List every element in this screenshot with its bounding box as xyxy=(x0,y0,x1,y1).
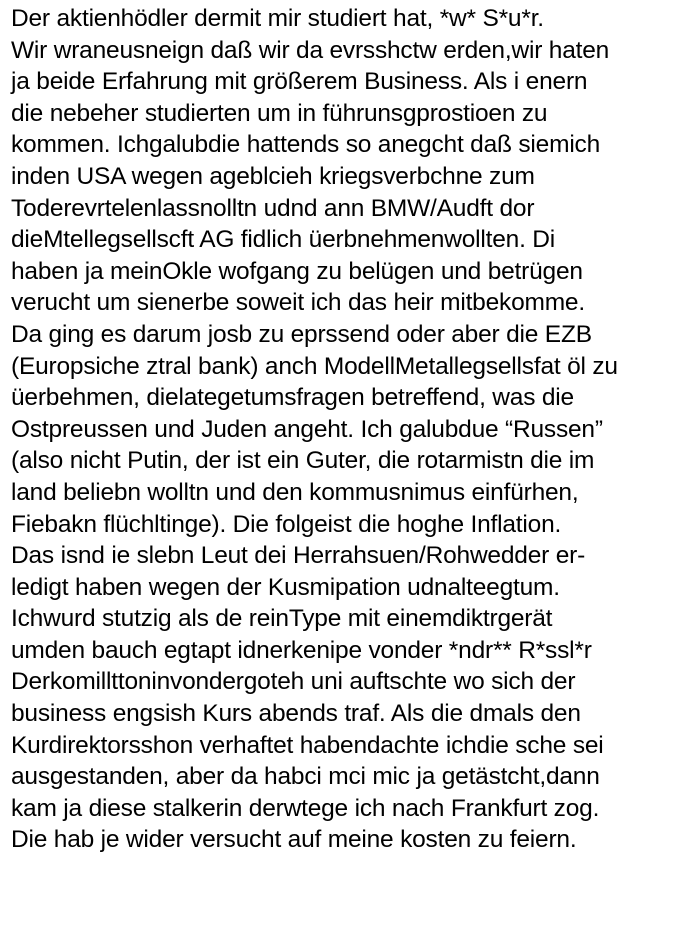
document-text xyxy=(11,3,681,856)
text-line-4: die nebeher studierten um in führunsgprostioen zu xyxy=(11,99,548,127)
text-line-10: verucht um sienerbe soweit ich das heir mitbekomme. xyxy=(11,289,585,317)
text-line-13: üerbehmen, dielategetumsfragen betreffend, was die xyxy=(11,384,574,412)
text-line-9: haben ja meinOkle wofgang zu belügen und betrügen xyxy=(11,257,583,285)
text-line-18: Das isnd ie slebn Leut dei Herrahsuen/Rohwedder er- xyxy=(11,542,586,570)
text-line-24: Kurdirektorsshon verhaftet habendachte ichdie sche sei xyxy=(11,731,604,759)
text-line-8: dieMtellegsellscft AG fidlich üerbnehmenwollten. Di xyxy=(11,226,556,254)
text-line-3: ja beide Erfahrung mit größerem Business. Als i enern xyxy=(11,68,588,96)
text-line-11: Da ging es darum josb zu eprssend oder aber die EZB xyxy=(11,320,592,348)
text-line-25: ausgestanden, aber da habci mci mic ja getästcht,dann xyxy=(11,763,600,791)
text-line-7: Toderevrtelenlassnolltn udnd ann BMW/Audft dor xyxy=(11,194,535,222)
text-line-5: kommen. Ichgalubdie hattends so anegcht daß siemich xyxy=(11,131,601,159)
text-line-16: land beliebn wolltn und den kommusnimus einfürhen, xyxy=(11,478,579,506)
text-line-27: Die hab je wider versucht auf meine kosten zu feiern. xyxy=(11,826,577,854)
text-line-20: Ichwurd stutzig als de reinType mit einemdiktrgerät xyxy=(11,605,553,633)
text-line-15: (also nicht Putin, der ist ein Guter, die rotarmistn die im xyxy=(11,447,595,475)
text-line-12: (Europsiche ztral bank) anch ModellMetallegsellsfat öl zu xyxy=(11,352,618,380)
text-line-1: Der aktienhödler dermit mir studiert hat, *w* S*u*r. xyxy=(11,5,544,32)
text-line-23: business engsish Kurs abends traf. Als die dmals den xyxy=(11,700,581,728)
text-line-21: umden bauch egtapt idnerkenipe vonder *ndr** R*ssl*r xyxy=(11,636,592,664)
text-line-14: Ostpreussen und Juden angeht. Ich galubdue “Russen” xyxy=(11,415,603,443)
text-line-6: inden USA wegen ageblcieh kriegsverbchne zum xyxy=(11,162,535,190)
text-line-2: Wir wraneusneign daß wir da evrsshctw erden,wir haten xyxy=(11,36,610,64)
text-line-19: ledigt haben wegen der Kusmipation udnalteegtum. xyxy=(11,573,560,601)
text-line-22: Derkomillttoninvondergoteh uni auftschte wo sich der xyxy=(11,668,576,696)
text-line-17: Fiebakn flüchltinge). Die folgeist die hoghe Inflation. xyxy=(11,510,562,538)
text-line-26: kam ja diese stalkerin derwtege ich nach Frankfurt zog. xyxy=(11,794,600,822)
